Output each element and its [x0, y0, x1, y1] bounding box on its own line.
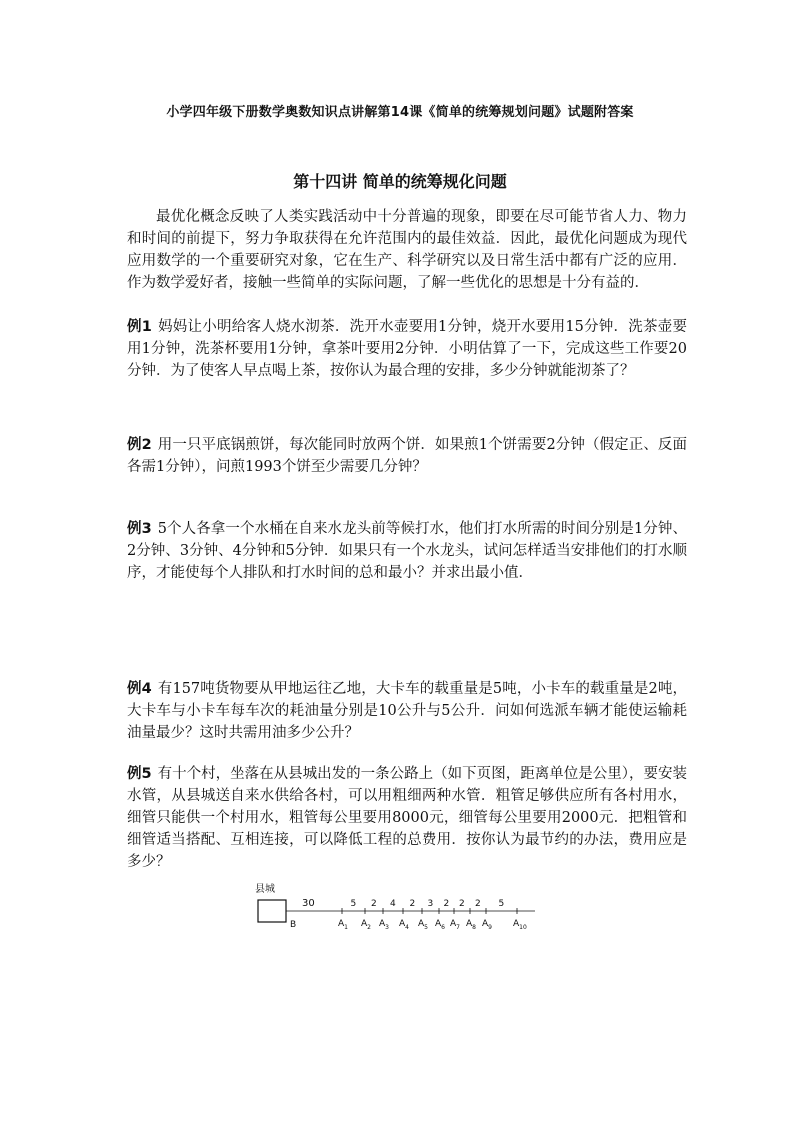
document-title: 小学四年级下册数学奥数知识点讲解第14课《简单的统筹规划问题》试题附答案 [166, 105, 634, 120]
example-3-label: 例3 [127, 521, 152, 537]
segment-distance: 5 [350, 899, 357, 909]
village-label: $A_7$ [450, 919, 460, 931]
segment-distance: 5 [498, 899, 505, 909]
example-1-label: 例1 [127, 319, 152, 335]
village-label: $A_5$ [418, 919, 428, 931]
village-label: $A_3$ [379, 919, 389, 931]
example-3-text: 5个人各拿一个水桶在自来水龙头前等候打水，他们打水所需的时间分别是1分钟、2分钟、3分钟、4分钟和5分钟．如果只有一个水龙头，试问怎样适当安排他们的打水顺序，才能使每个人排队和打水时间的总和最小？并求出最小值． [127, 521, 687, 581]
segment-distance: 2 [475, 899, 481, 909]
example-5-label: 例5 [127, 766, 152, 782]
county-box [258, 900, 286, 922]
start-label: B [290, 920, 297, 930]
lecture-title: 第十四讲 简单的统筹规化问题 [293, 172, 507, 191]
segment-distance: 2 [371, 899, 377, 909]
road-diagram [250, 880, 550, 940]
intro-paragraph: 最优化概念反映了人类实践活动中十分普遍的现象，即要在尽可能节省人力、物力和时间的前提下，努力争取获得在允许范围内的最佳效益．因此，最优化问题成为现代应用数学的一个重要研究对象，它在生产、科学研究以及日常生活中都有广泛的应用．作为数学爱好者，接触一些简单的实际问题，了解一些优化的思想是十分有益的． [127, 209, 687, 291]
village-label: $A_6$ [435, 919, 445, 931]
example-5 [127, 763, 687, 873]
segment-distance: 2 [409, 899, 416, 909]
example-4 [127, 678, 687, 744]
segment-distance: 2 [443, 899, 450, 909]
village-label: $A_{10}$ [513, 919, 527, 931]
road-diagram-svg [250, 880, 550, 940]
example-4-label: 例4 [127, 681, 152, 697]
example-1-text: 妈妈让小明给客人烧水沏茶．洗开水壶要用1分钟，烧开水要用15分钟．洗茶壶要用1分钟，洗茶杯要用1分钟，拿茶叶要用2分钟．小明估算了一下，完成这些工作要20分钟．为了使客人早点喝上茶，按你认为最合理的安排，多少分钟就能沏茶了？ [127, 319, 687, 379]
segment-distance: 3 [427, 899, 434, 909]
village-label: $A_8$ [466, 919, 476, 931]
example-4-text: 有157吨货物要从甲地运往乙地，大卡车的载重量是5吨，小卡车的载重量是2吨，大卡车与小卡车每车次的耗油量分别是10公升与5公升．问如何选派车辆才能使运输耗油量最少？这时共需用油多少公升？ [127, 681, 687, 741]
first-distance-label: 30 [302, 898, 315, 909]
example-3 [127, 518, 687, 584]
county-label: 县城 [255, 884, 275, 895]
road-marks [338, 899, 527, 931]
village-label: $A_2$ [361, 919, 371, 931]
example-2-label: 例2 [127, 437, 152, 453]
village-label: $A_4$ [399, 919, 409, 931]
village-label: $A_9$ [482, 919, 492, 931]
example-2-text: 用一只平底锅煎饼，每次能同时放两个饼．如果煎1个饼需要2分钟（假定正、反面各需1分钟），问煎1993个饼至少需要几分钟？ [127, 437, 687, 475]
example-2 [127, 434, 687, 478]
example-5-text: 有十个村，坐落在从县城出发的一条公路上（如下页图，距离单位是公里），要安装水管，从县城送自来水供给各村，可以用粗细两种水管．粗管足够供应所有各村用水，细管只能供一个村用水，粗管每公里要用8000元，细管每公里要用2000元．把粗管和细管适当搭配、互相连接，可以降低工程的总费用．按你认为最节约的办法，费用应是多少？ [127, 766, 687, 870]
segment-distance: 2 [459, 899, 465, 909]
example-1 [127, 316, 687, 382]
village-label: $A_1$ [338, 919, 348, 931]
segment-distance: 4 [390, 899, 396, 909]
